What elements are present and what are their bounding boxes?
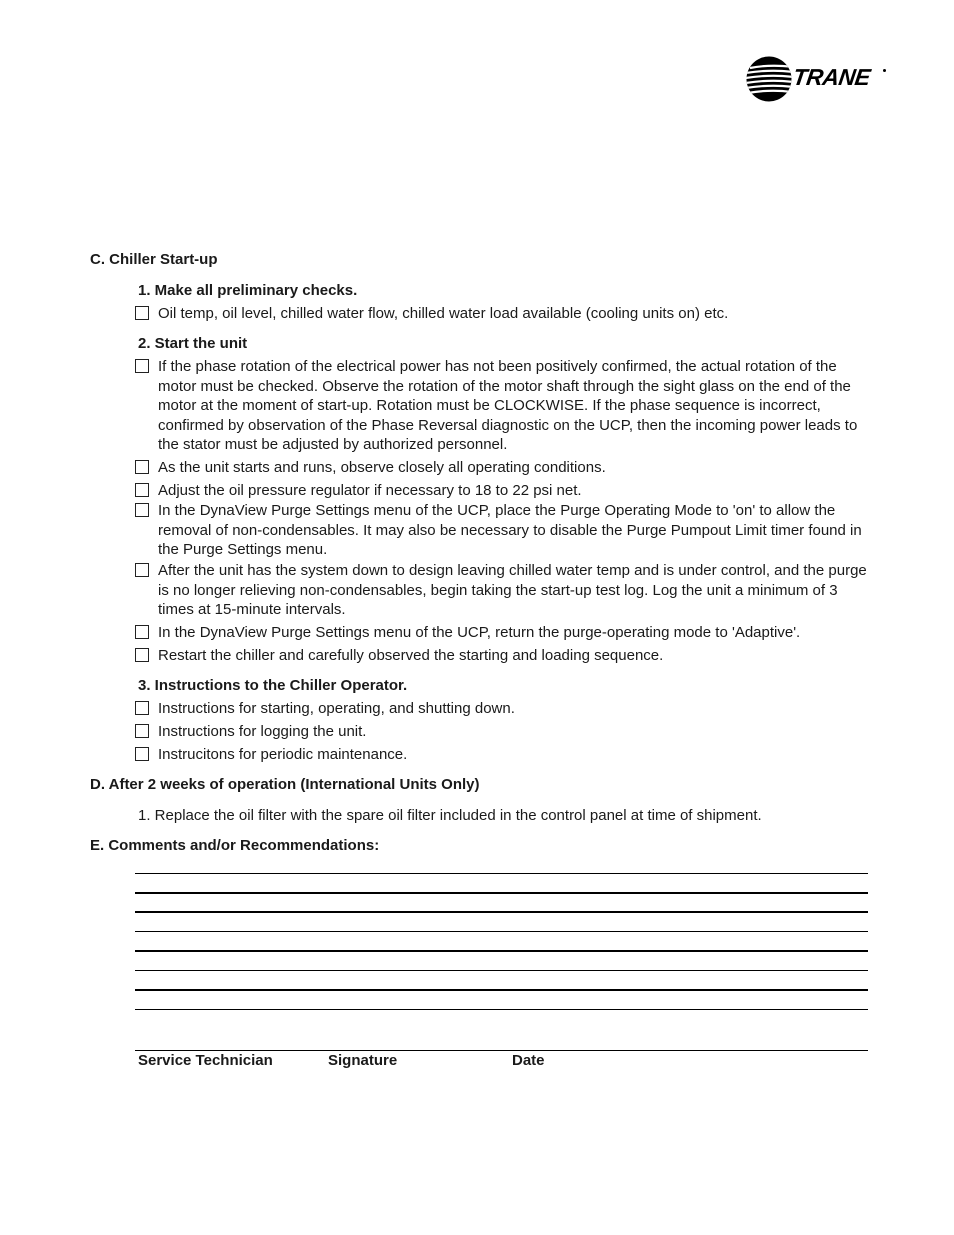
trane-globe-icon <box>746 54 792 104</box>
date-label: Date <box>512 1052 545 1069</box>
step1-heading: 1. Make all preliminary checks. <box>138 282 358 299</box>
checkbox[interactable] <box>135 503 149 517</box>
checklist-item-text: Oil temp, oil level, chilled water flow, chilled water load available (cooling units on) etc. <box>158 305 729 322</box>
checklist-item-text: Instructions for logging the unit. <box>158 723 367 740</box>
trane-logo <box>746 54 891 104</box>
checklist-item-text: Instrucitons for periodic maintenance. <box>158 746 408 763</box>
checklist-item-text: After the unit has the system down to design leaving chilled water temp and is under control, and the purge is no longer relieving non-condensables, begin taking the start-up test log. Log the unit a minimum of 3 times at 15-minute intervals. <box>158 562 867 619</box>
comment-line[interactable] <box>135 950 868 952</box>
checklist-item-text: Instructions for starting, operating, and shutting down. <box>158 700 515 717</box>
comment-line[interactable] <box>135 873 868 874</box>
checkbox[interactable] <box>135 460 149 474</box>
trane-wordmark: TRANE <box>791 64 872 90</box>
signature-label: Signature <box>328 1052 398 1069</box>
checklist-item-text: In the DynaView Purge Settings menu of the UCP, return the purge-operating mode to 'Adaptive'. <box>158 624 801 641</box>
checklist-item-text: If the phase rotation of the electrical power has not been positively confirmed, the actual rotation of the motor must be checked. Observe the rotation of the motor shaft through the sight glass on the end of the motor at the moment of start-up. Rotation must be CLOCKWISE. If the phase sequence is incorrect, confirmed by observation of the Phase Reversal diagnostic on the UCP, then the incoming power leads to the stator must be adjusted by authorized personnel. <box>158 358 858 454</box>
comment-line[interactable] <box>135 970 868 971</box>
service-technician-label: Service Technician <box>138 1052 273 1069</box>
checkbox[interactable] <box>135 563 149 577</box>
section-d-heading: D. After 2 weeks of operation (International Units Only) <box>90 776 480 793</box>
comment-line[interactable] <box>135 892 868 894</box>
checkbox[interactable] <box>135 701 149 715</box>
checklist-item-text: As the unit starts and runs, observe closely all operating conditions. <box>158 459 606 476</box>
checklist-item-text: Restart the chiller and carefully observed the starting and loading sequence. <box>158 647 664 664</box>
checkbox[interactable] <box>135 724 149 738</box>
registered-mark-icon <box>883 69 886 72</box>
comment-line[interactable] <box>135 1009 868 1010</box>
comment-line[interactable] <box>135 989 868 991</box>
checklist-item-text: Adjust the oil pressure regulator if necessary to 18 to 22 psi net. <box>158 482 582 499</box>
checkbox[interactable] <box>135 306 149 320</box>
comment-line[interactable] <box>135 931 868 932</box>
step2-heading: 2. Start the unit <box>138 335 248 352</box>
checkbox[interactable] <box>135 648 149 662</box>
section-c-heading: C. Chiller Start-up <box>90 251 218 268</box>
checkbox[interactable] <box>135 625 149 639</box>
checklist-item-text: In the DynaView Purge Settings menu of the UCP, place the Purge Operating Mode to 'on' to allow the removal of non-condensables. It may also be necessary to disable the Purge Pumpout Limit timer found in the Purge Settings menu. <box>158 502 862 559</box>
signature-line[interactable] <box>135 1050 868 1051</box>
step3-heading: 3. Instructions to the Chiller Operator. <box>138 677 408 694</box>
comment-line[interactable] <box>135 911 868 913</box>
checkbox[interactable] <box>135 359 149 373</box>
section-d-instruction: 1. Replace the oil filter with the spare oil filter included in the control panel at time of shipment. <box>138 807 762 824</box>
section-e-heading: E. Comments and/or Recommendations: <box>90 837 380 854</box>
checkbox[interactable] <box>135 483 149 497</box>
checkbox[interactable] <box>135 747 149 761</box>
